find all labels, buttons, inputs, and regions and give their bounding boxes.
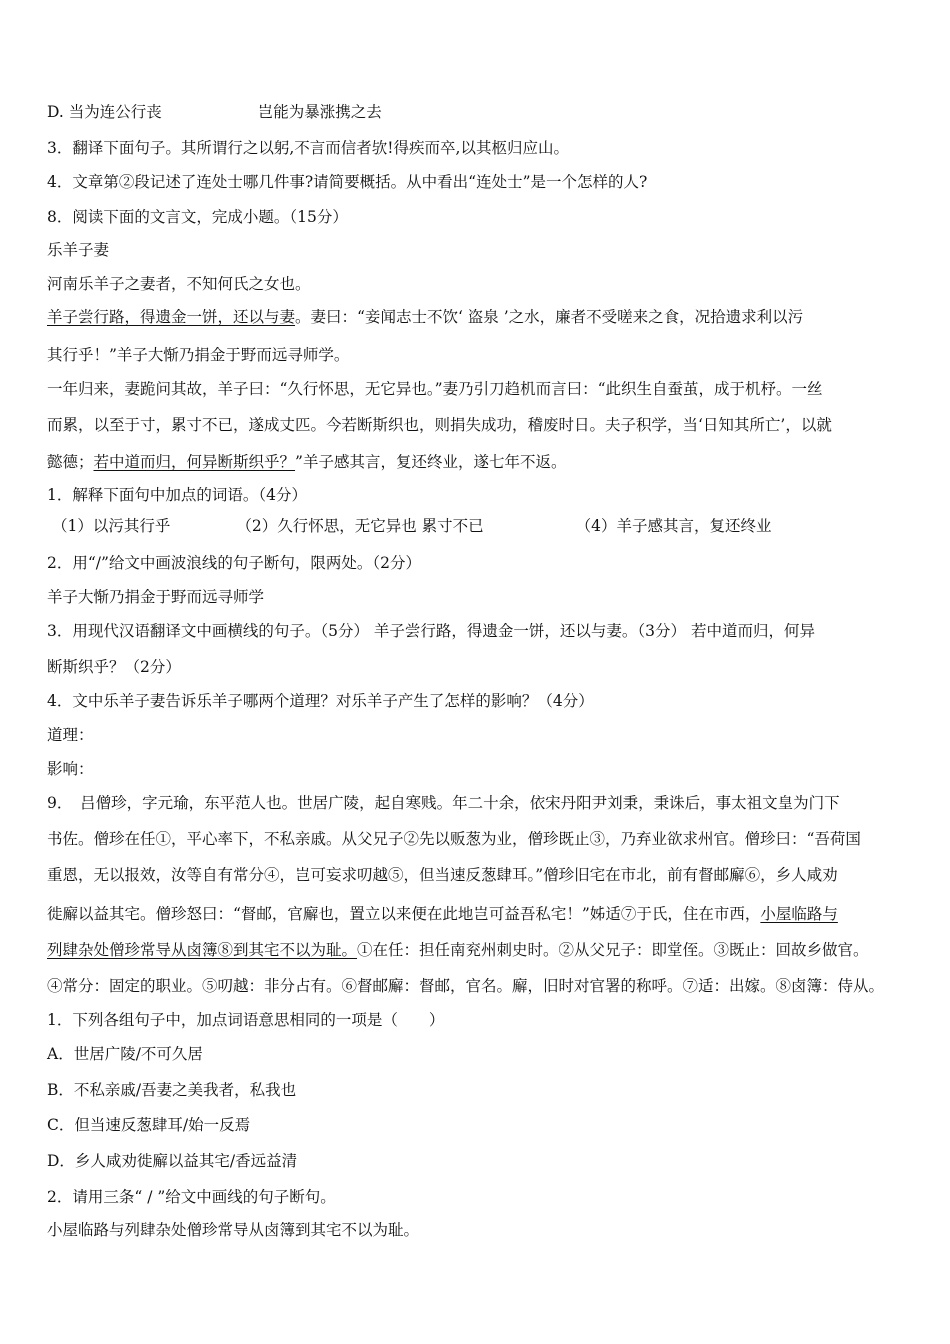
footnotes: ④常分：固定的职业。⑤叨越：非分占有。⑥督邮廨：督邮，官名。廨，旧时对官署的称呼。⑦适：出嫁。⑧卤簿：侍从。 (47, 977, 885, 995)
sentence-to-punctuate: 小屋临路与列肆杂处僧珍常导从卤簿到其宅不以为耻。 (47, 1221, 420, 1239)
subquestion-1-items (52, 516, 772, 536)
passage-line: 徙廨以益其宅。僧珍怒曰：“督邮，官廨也，置立以来便在此地岂可益吾私宅！”姊适⑦于氏，住在市西，小屋临路与 (47, 905, 838, 923)
option-b: B．不私亲戚/吾妻之美我者，私我也 (47, 1081, 297, 1099)
q9-subquestion-1: 1．下列各组句子中，加点词语意思相同的一项是（ ） (47, 1011, 445, 1029)
option-d-right: 岂能为暴涨携之去 (257, 103, 382, 121)
passage-line: 书佐。僧珍在任①，平心率下，不私亲戚。从父兄子②先以贩葱为业，僧珍既止③，乃弃业欲求州官。僧珍曰：“吾荷国 (47, 830, 861, 848)
q9-subquestion-2: 2．请用三条“ / ”给文中画线的句子断句。 (47, 1188, 336, 1206)
option-a: A．世居广陵/不可久居 (47, 1045, 203, 1063)
question-9-passage: 9． 吕僧珍，字元瑜，东平范人也。世居广陵，起自寒贱。年二十余，依宋丹阳尹刘秉，秉诛后，事太祖文皇为门下 (47, 794, 840, 812)
item-1: （1）以污其行乎 (52, 517, 171, 535)
underlined-sentence: 小屋临路与 (760, 905, 838, 923)
wavy-sentence: 羊子大惭乃捐金于野而远寻师学 (47, 588, 265, 606)
option-d-line (47, 102, 382, 122)
underlined-sentence: 羊子尝行路，得遗金一饼，还以与妻 (47, 308, 296, 326)
passage-title: 乐羊子妻 (47, 241, 110, 259)
footnotes: ①在任：担任南兖州刺史时。②从父兄子：即堂侄。③既止：回故乡做官。 (357, 941, 869, 959)
question-4-summary: 4．文章第②段记述了连处士哪几件事?请简要概括。从中看出“连处士”是一个怎样的人? (47, 173, 648, 191)
subquestion-3: 3．用现代汉语翻译文中画横线的句子。（5分） 羊子尝行路，得遗金一饼，还以与妻。（3分） 若中道而归，何异 (47, 622, 815, 640)
passage-line: 懿德；若中道而归，何异断斯织乎？”羊子感其言，复还终业，遂七年不返。 (47, 453, 567, 471)
passage-line: 羊子尝行路，得遗金一饼，还以与妻。妻曰：“妾闻志士不饮‘ 盗泉 ’之水，廉者不受嗟来之食，况拾遗求利以污 (47, 308, 804, 326)
item-4: （4）羊子感其言，复还终业 (575, 517, 772, 535)
passage-line (47, 940, 869, 960)
question-3-translate: 3．翻译下面句子。其所谓行之以躬,不言而信者欤!得疾而卒,以其柩归应山。 (47, 139, 569, 157)
underlined-sentence: 列肆杂处僧珍常导从卤簿⑧到其宅不以为耻。 (47, 941, 358, 959)
subquestion-2: 2．用“/”给文中画波浪线的句子断句，限两处。（2分） (47, 554, 422, 572)
passage-line: 河南乐羊子之妻者，不知何氏之女也。 (47, 275, 311, 293)
underlined-sentence: 若中道而归，何异断斯织乎？ (93, 453, 296, 471)
subquestion-4: 4．文中乐羊子妻告诉乐羊子哪两个道理？对乐羊子产生了怎样的影响？（4分） (47, 692, 594, 710)
passage-line: 重恩，无以报效，汝等自有常分④，岂可妄求叨越⑤，但当速反葱肆耳。”僧珍旧宅在市北，前有督邮廨⑥，乡人咸劝 (47, 866, 838, 884)
option-c: C．但当速反葱肆耳/始一反焉 (47, 1116, 251, 1134)
item-2-3: （2）久行怀思，无它异也 累寸不已 (236, 517, 484, 535)
option-d-left: D. 当为连公行丧 (47, 103, 162, 121)
answer-label-impact: 影响： (47, 760, 94, 778)
passage-line: 一年归来，妻跪问其故，羊子曰：“久行怀思，无它异也。”妻乃引刀趋机而言曰：“此织生自蚕茧，成于机杼。一丝 (47, 380, 823, 398)
subquestion-3-cont: 断斯织乎？（2分） (47, 658, 181, 676)
question-8-heading: 8．阅读下面的文言文，完成小题。（15分） (47, 208, 348, 226)
answer-label-reason: 道理： (47, 726, 94, 744)
passage-line-wavy: 其行乎！”羊子大惭乃捐金于野而远寻师学。 (47, 346, 350, 364)
subquestion-1: 1．解释下面句中加点的词语。（4分） (47, 486, 307, 504)
passage-line: 而累，以至于寸，累寸不已，遂成丈匹。今若断斯织也，则捐失成功，稽废时日。夫子积学，当‘日知其所亡’，以就 (47, 416, 832, 434)
option-d: D．乡人咸劝徙廨以益其宅/香远益清 (47, 1152, 298, 1170)
